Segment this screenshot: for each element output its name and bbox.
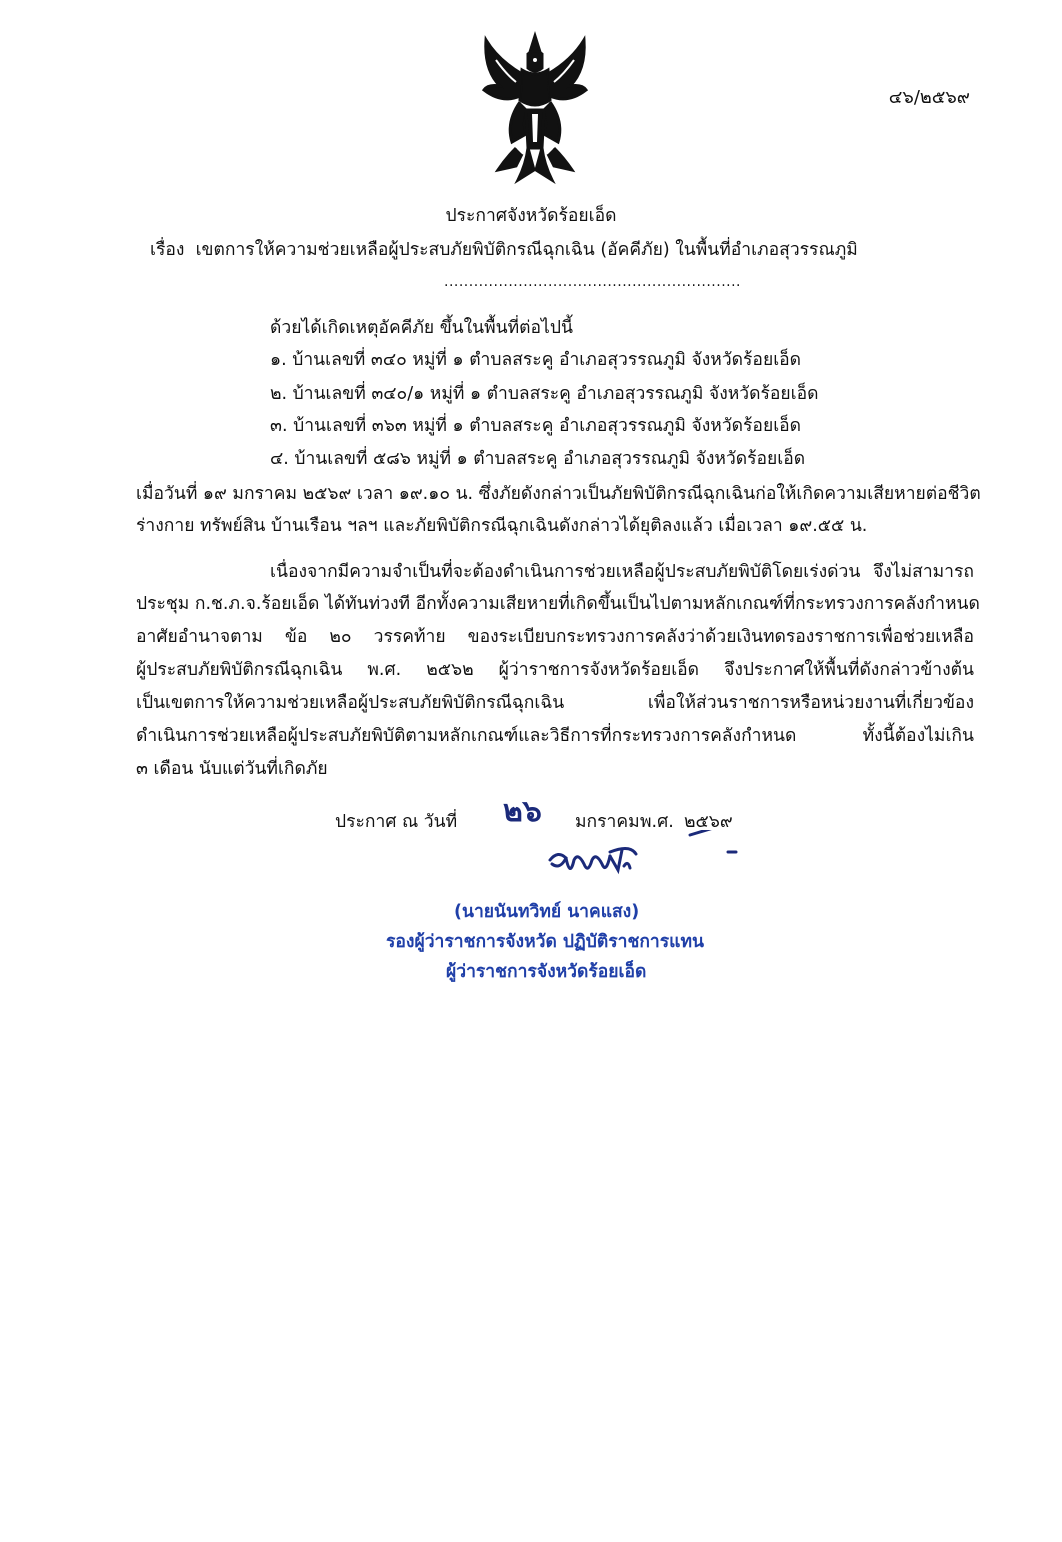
handwritten-day: ๒๖ bbox=[503, 794, 542, 829]
document-number: ๔๖/๒๕๖๙ bbox=[888, 87, 970, 108]
incident-line: เมื่อวันที่ ๑๙ มกราคม ๒๕๖๙ เวลา ๑๙.๑๐ น. ซึ่งภัยดังกล่าวเป็นภัยพิบัติกรณีฉุกเฉินก่อให้เกิดความเสียหายต่อชีวิต bbox=[136, 484, 981, 504]
intro-text: ด้วยได้เกิดเหตุอัคคีภัย ขึ้นในพื้นที่ต่อไปนี้ bbox=[270, 318, 573, 338]
announce-prefix: ประกาศ ณ วันที่ bbox=[335, 812, 458, 832]
subject-label: เรื่อง bbox=[150, 240, 185, 260]
body-line: ๓ เดือน นับแต่วันที่เกิดภัย bbox=[136, 759, 328, 779]
announce-month: มกราคม bbox=[575, 812, 640, 832]
location-item: ๔. บ้านเลขที่ ๕๘๖ หมู่ที่ ๑ ตำบลสระคู อำเภอสุวรรณภูมิ จังหวัดร้อยเอ็ด bbox=[270, 449, 806, 469]
garuda-emblem-icon bbox=[476, 30, 594, 186]
signatory-province: ผู้ว่าราชการจังหวัดร้อยเอ็ด bbox=[446, 962, 647, 982]
dotted-separator: ............................................................ bbox=[444, 274, 742, 290]
signatory-position: รองผู้ว่าราชการจังหวัด ปฏิบัติราชการแทน bbox=[386, 932, 704, 952]
body-line: เป็นเขตการให้ความช่วยเหลือผู้ประสบภัยพิบัติกรณีฉุกเฉิน เพื่อให้ส่วนราชการหรือหน่วยงานที่เกี่ยวข้อง bbox=[136, 693, 974, 713]
body-line: ผู้ประสบภัยพิบัติกรณีฉุกเฉิน พ.ศ. ๒๕๖๒ ผู้ว่าราชการจังหวัดร้อยเอ็ด จึงประกาศให้พื้นที่ดังกล่าวข้างต้น bbox=[136, 660, 974, 680]
incident-line: ร่างกาย ทรัพย์สิน บ้านเรือน ฯลฯ และภัยพิบัติกรณีฉุกเฉินดังกล่าวได้ยุติลงแล้ว เมื่อเวลา ๑๙.๕๕ น. bbox=[136, 516, 868, 536]
location-item: ๒. บ้านเลขที่ ๓๔๐/๑ หมู่ที่ ๑ ตำบลสระคู อำเภอสุวรรณภูมิ จังหวัดร้อยเอ็ด bbox=[270, 384, 819, 404]
body-line: เนื่องจากมีความจำเป็นที่จะต้องดำเนินการช่วยเหลือผู้ประสบภัยพิบัติโดยเร่งด่วน จึงไม่สามารถ bbox=[270, 562, 974, 582]
signature-scribble-icon bbox=[540, 830, 750, 890]
announce-era: พ.ศ. bbox=[640, 812, 674, 832]
subject-text: เขตการให้ความช่วยเหลือผู้ประสบภัยพิบัติกรณีฉุกเฉิน (อัคคีภัย) ในพื้นที่อำเภอสุวรรณภูมิ bbox=[195, 240, 858, 260]
body-line: ประชุม ก.ช.ภ.จ.ร้อยเอ็ด ได้ทันท่วงที อีกทั้งความเสียหายที่เกิดขึ้นเป็นไปตามหลักเกณฑ์ที่กระทรวงการคลังกำหนด bbox=[136, 594, 980, 614]
subject-line bbox=[150, 238, 858, 262]
signatory-name: (นายนันทวิทย์ นาคแสง) bbox=[454, 902, 640, 922]
announcement-title: ประกาศจังหวัดร้อยเอ็ด bbox=[445, 206, 617, 226]
location-item: ๓. บ้านเลขที่ ๓๖๓ หมู่ที่ ๑ ตำบลสระคู อำเภอสุวรรณภูมิ จังหวัดร้อยเอ็ด bbox=[270, 416, 802, 436]
body-line: อาศัยอำนาจตาม ข้อ ๒๐ วรรคท้าย ของระเบียบกระทรวงการคลังว่าด้วยเงินทดรองราชการเพื่อช่วยเหลือ bbox=[136, 627, 974, 647]
location-item: ๑. บ้านเลขที่ ๓๔๐ หมู่ที่ ๑ ตำบลสระคู อำเภอสุวรรณภูมิ จังหวัดร้อยเอ็ด bbox=[270, 350, 802, 370]
body-line: ดำเนินการช่วยเหลือผู้ประสบภัยพิบัติตามหลักเกณฑ์และวิธีการที่กระทรวงการคลังกำหนด ทั้งนี้ต้องไม่เกิน bbox=[136, 726, 974, 746]
announce-year: ๒๕๖๙ bbox=[684, 812, 733, 832]
